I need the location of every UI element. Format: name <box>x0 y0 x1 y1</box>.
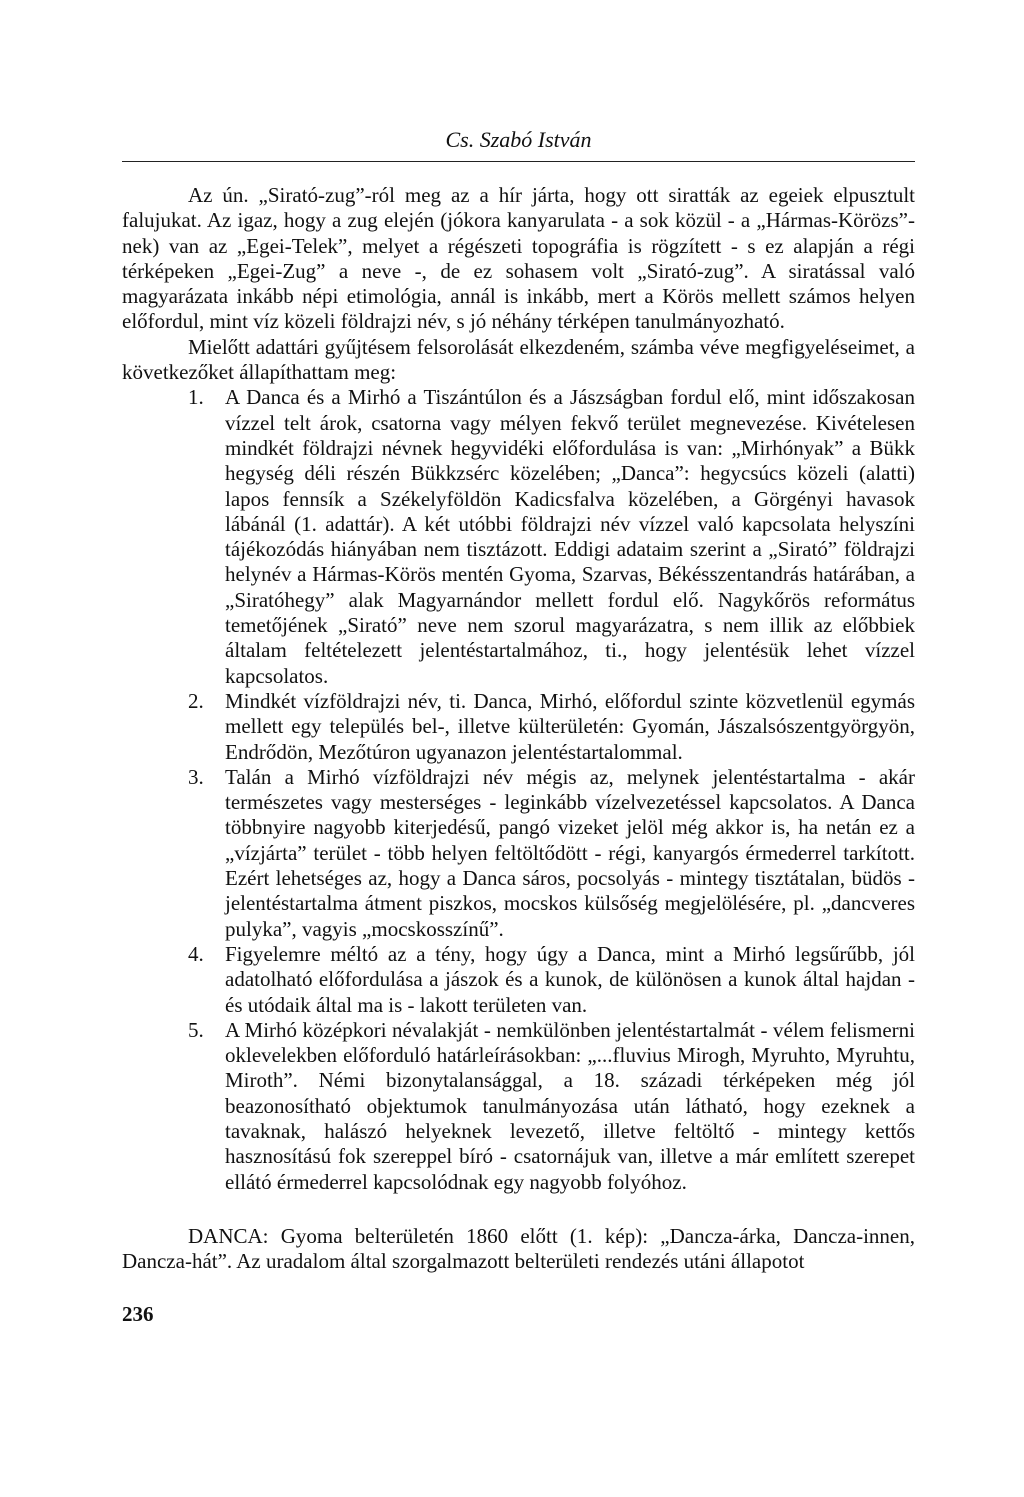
list-item-number: 3. <box>188 764 204 789</box>
list-item-text: A Mirhó középkori névalakját - nemkülönben jelentéstartalmát - vélem felismerni oklevelekben előforduló határleírásokban: „...fluvius Mirogh, Myruhto, Myruhtu, Miroth”. Némi bizonytalansággal, a 18. századi térképeken még jól beazonosítható objektumok tanulmányozása után látható, hogy ezeknek a tavaknak, halászó helyeknek levezető, illetve feltöltő - mintegy kettős hasznosítású fok szereppel bíró - csatornájuk van, illetve a már említett szerepet ellátó érmederrel kapcsolódnak egy nagyobb folyóhoz. <box>225 1017 915 1194</box>
running-header: Cs. Szabó István <box>445 127 592 152</box>
page-number: 236 <box>122 1302 154 1326</box>
list-item-text: Figyelemre méltó az a tény, hogy úgy a Danca, mint a Mirhó legsűrűbb, jól adatolható előfordulása a jászok és a kunok, de különösen a kunok által hajdan - és utódaik által ma is - lakott területen van. <box>225 941 915 1017</box>
observation-list <box>122 385 915 1195</box>
list-item <box>122 1018 915 1195</box>
header-rule <box>122 161 915 162</box>
paragraph-danca: DANCA: Gyoma belterületén 1860 előtt (1. kép): „Dancza-árka, Dancza-innen, Dancza-hát”. Az uradalom által szorgalmazott belterületi rendezés utáni állapotot <box>122 1223 915 1274</box>
list-item-text: Talán a Mirhó vízföldrajzi név mégis az, melynek jelentéstartalma - akár természetes vagy mesterséges - leginkább vízelvezetéssel kapcsolatos. A Danca többnyire nagyobb kiterjedésű, pangó vizeket jelöl még akkor is, ha netán ez a „vízjárta” terület - több helyen feltöltődött - régi, kanyargós érmederrel tarkított. Ezért lehetséges az, hogy a Danca sáros, pocsolyás - mintegy tisztátalan, büdös - jelentéstartalma átment piszkos, mocskos külsőség megjelölésére, pl. „dancveres pulyka”, vagyis „mocskosszínű”. <box>225 764 915 941</box>
paragraph-intro: Az ún. „Sirató-zug”-ról meg az a hír járta, hogy ott siratták az egeiek elpusztult falujukat. Az igaz, hogy a zug elején (jókora kanyarulata - a sok közül - a „Hármas-Körözs”-nek) van az „Egei-Telek”, melyet a régészeti topográfia is rögzített - s ez alapján a régi térképeken „Egei-Zug” a neve -, de ez sohasem volt „Sirató-zug”. A siratással való magyarázata inkább népi etimológia, annál is inkább, mert a Körös mellett számos helyen előfordul, mint víz közeli földrajzi név, s jó néhány térképen tanulmányozható. <box>122 183 915 334</box>
list-item-text: A Danca és a Mirhó a Tiszántúlon és a Jászságban fordul elő, mint időszakosan vízzel telt árok, csatorna vagy mélyen fekvő terület megnevezése. Kivételesen mindkét földrajzi névnek hegyvidéki előfordulása is van: „Mirhónyak” a Bükk hegység déli részén Bükkzsérc közelében; „Danca”: hegycsúcs közeli (alatti) lapos fennsík a Székelyföldön Kadicsfalva közelében, a Görgényi havasok lábánál (1. adattár). A két utóbbi földrajzi név vízzel való kapcsolata helyszíni tájékozódás hiányában nem tisztázott. Eddigi adataim szerint a „Sirató” földrajzi helynév a Hármas-Körös mentén Gyoma, Szarvas, Békésszentandrás határában, a „Siratóhegy” alak Magyarnándor mellett fordul elő. Nagykőrös református temetőjének „Sirató” neve nem szorul magyarázatra, s nem illik az előbbiek általam feltételezett jelentéstartalmához, ti., hogy jelentésük lehet vízzel kapcsolatos. <box>225 385 915 688</box>
list-item-number: 1. <box>188 385 204 410</box>
list-item-number: 5. <box>188 1017 204 1042</box>
list-item-number: 4. <box>188 941 204 966</box>
paragraph-observations: Mielőtt adattári gyűjtésem felsorolását elkezdeném, számba véve megfigyeléseimet, a következőket állapíthattam meg: <box>122 334 915 385</box>
body-text <box>122 183 915 1274</box>
list-item-text: Mindkét vízföldrajzi név, ti. Danca, Mirhó, előfordul szinte közvetlenül egymás mellett egy település bel-, illetve külterületén: Gyomán, Jászalsószentgyörgyön, Endrődön, Mezőtúron ugyanazon jelentéstartalommal. <box>225 688 915 764</box>
list-item <box>122 942 915 1018</box>
list-item <box>122 765 915 942</box>
list-item <box>122 689 915 765</box>
section-gap <box>122 1195 915 1224</box>
list-item <box>122 385 915 689</box>
list-item-number: 2. <box>188 688 204 713</box>
